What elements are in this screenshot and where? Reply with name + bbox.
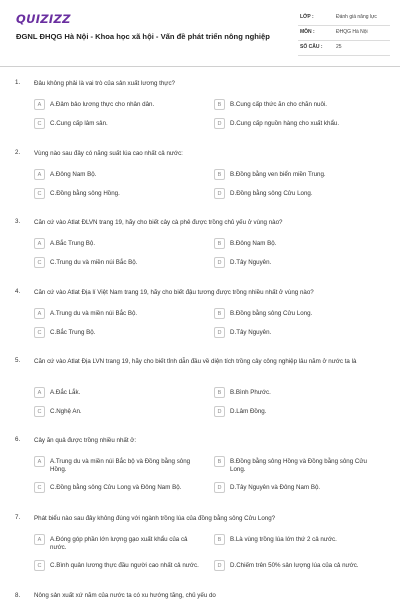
option-letter-box: D — [214, 118, 225, 129]
option-a[interactable] — [34, 456, 204, 473]
option-letter-box: A — [34, 169, 45, 180]
option-d[interactable] — [214, 482, 384, 496]
question-text: Vùng nào sau đây có năng suất lúa cao nhất cả nước: — [34, 150, 183, 157]
option-text: D.Chiếm trên 50% sản lượng lúa của cả nước. — [230, 561, 359, 569]
option-a[interactable] — [34, 308, 204, 322]
option-letter-box: B — [214, 308, 225, 319]
option-letter-box: A — [34, 99, 45, 110]
option-text: B.Đông Nam Bộ. — [230, 239, 277, 247]
option-letter-box: D — [214, 482, 225, 493]
option-letter-box: B — [214, 238, 225, 249]
option-letter-box: C — [34, 406, 45, 417]
option-c[interactable] — [34, 406, 204, 420]
header-divider — [0, 66, 400, 67]
option-letter-box: C — [34, 560, 45, 571]
option-c[interactable] — [34, 257, 204, 271]
option-text: A.Đóng góp phần lớn lượng gạo xuất khẩu của cả nước. — [50, 535, 188, 551]
option-text: D.Tây Nguyên. — [230, 258, 272, 266]
question-number: 4. — [15, 288, 21, 295]
option-a[interactable] — [34, 387, 204, 401]
option-d[interactable] — [214, 257, 384, 271]
option-a[interactable] — [34, 99, 204, 113]
option-b[interactable] — [214, 456, 384, 473]
question-text: Cây ăn quả được trồng nhiều nhất ở: — [34, 437, 137, 444]
option-text: A.Bắc Trung Bộ. — [50, 239, 96, 247]
option-c[interactable] — [34, 482, 204, 496]
option-letter-box: C — [34, 118, 45, 129]
option-text: C.Đồng bằng sông Cửu Long và Đông Nam Bộ. — [50, 483, 182, 491]
meta-value: 25 — [336, 44, 342, 50]
option-letter-box: A — [34, 387, 45, 398]
option-text: D.Tây Nguyên và Đông Nam Bộ. — [230, 483, 321, 491]
question-number: 8. — [15, 592, 21, 599]
option-text: A.Đông Nam Bộ. — [50, 170, 97, 178]
option-text: D.Đồng bằng sông Cửu Long. — [230, 189, 313, 197]
option-letter-box: B — [214, 456, 225, 467]
meta-label: LỚP : — [300, 14, 314, 20]
question-number: 2. — [15, 149, 21, 156]
option-text: B.Đồng bằng sông Hồng và Đồng bằng sông Cửu Long. — [230, 457, 367, 473]
option-letter-box: A — [34, 238, 45, 249]
question-text: Phát biểu nào sau đây không đúng với ngành trồng lúa của đồng bằng sông Cửu Long? — [34, 515, 276, 522]
meta-row-class — [298, 11, 390, 26]
option-letter-box: B — [214, 534, 225, 545]
question-text: Căn cứ vào Atlat Địa lí Việt Nam trang 19, hãy cho biết đậu tương được trồng nhiều nhất ở vùng nào? — [34, 289, 314, 296]
question-number: 7. — [15, 514, 21, 521]
option-text: D.Tây Nguyên. — [230, 328, 272, 336]
option-d[interactable] — [214, 118, 384, 132]
option-text: C.Bình quân lương thực đầu người cao nhất cả nước. — [50, 561, 199, 569]
quizizz-logo: QUIZIZZ — [16, 12, 71, 26]
option-text: C.Trung du và miền núi Bắc Bộ. — [50, 258, 138, 266]
option-b[interactable] — [214, 534, 384, 548]
question-text: Nông sản xuất xứ năm của nước ta có xu hướng tăng, chủ yếu do — [34, 592, 216, 599]
question-number: 3. — [15, 218, 21, 225]
option-text: A.Trung du và miền núi Bắc bộ và Đồng bằng sông Hồng. — [50, 457, 191, 473]
question-number: 5. — [15, 357, 21, 364]
option-text: C.Nghệ An. — [50, 407, 82, 415]
meta-value: ĐHQG Hà Nội — [336, 29, 368, 35]
option-text: A.Đảm bảo lương thực cho nhân dân. — [50, 100, 155, 108]
option-b[interactable] — [214, 387, 384, 401]
option-text: D.Lâm Đồng. — [230, 407, 267, 415]
option-d[interactable] — [214, 188, 384, 202]
option-letter-box: A — [34, 456, 45, 467]
option-text: B.Đồng bằng sông Cửu Long. — [230, 309, 313, 317]
option-letter-box: B — [214, 169, 225, 180]
option-letter-box: C — [34, 188, 45, 199]
option-d[interactable] — [214, 327, 384, 341]
meta-value: Đánh giá năng lực — [336, 14, 377, 20]
option-text: D.Cung cấp nguồn hàng cho xuất khẩu. — [230, 119, 340, 127]
option-text: B.Bình Phước. — [230, 388, 271, 396]
meta-row-question-count — [298, 41, 390, 56]
option-b[interactable] — [214, 308, 384, 322]
option-c[interactable] — [34, 327, 204, 341]
option-letter-box: D — [214, 327, 225, 338]
option-letter-box: D — [214, 406, 225, 417]
option-letter-box: D — [214, 560, 225, 571]
option-a[interactable] — [34, 238, 204, 252]
option-letter-box: A — [34, 308, 45, 319]
option-text: B.Đồng bằng ven biển miền Trung. — [230, 170, 326, 178]
option-letter-box: C — [34, 482, 45, 493]
meta-label: SỐ CÂU : — [300, 44, 323, 50]
option-c[interactable] — [34, 188, 204, 202]
option-letter-box: B — [214, 387, 225, 398]
option-text: C.Bắc Trung Bộ. — [50, 328, 96, 336]
meta-row-subject — [298, 26, 390, 41]
option-a[interactable] — [34, 169, 204, 183]
option-text: C.Cung cấp lâm sản. — [50, 119, 108, 127]
option-b[interactable] — [214, 238, 384, 252]
question-number: 1. — [15, 79, 21, 86]
option-text: A.Trung du và miền núi Bắc Bộ. — [50, 309, 138, 317]
option-text: A.Đắc Lắk. — [50, 388, 81, 396]
worksheet-header — [0, 0, 400, 66]
document-title: ĐGNL ĐHQG Hà Nội - Khoa học xã hội - Vấn đề phát triển nông nghiệp — [16, 32, 270, 41]
question-text: Căn cứ vào Atlat Địa LVN trang 19, hãy cho biết tỉnh dẫn đầu về diện tích trồng cây công nghiệp lâu năm ở nước ta là — [34, 358, 357, 365]
option-letter-box: D — [214, 257, 225, 268]
option-letter-box: B — [214, 99, 225, 110]
option-c[interactable] — [34, 118, 204, 132]
option-d[interactable] — [214, 406, 384, 420]
option-text: C.Đồng bằng sông Hồng. — [50, 189, 120, 197]
question-text: Đâu không phải là vai trò của sản xuất lương thực? — [34, 80, 175, 87]
option-letter-box: C — [34, 327, 45, 338]
meta-label: MÔN : — [300, 29, 315, 35]
meta-table — [298, 11, 390, 56]
question-number: 6. — [15, 436, 21, 443]
option-b[interactable] — [214, 169, 384, 183]
option-letter-box: C — [34, 257, 45, 268]
question-text: Căn cứ vào Atlat ĐLVN trang 19, hãy cho biết cây cà phê được trồng chủ yếu ở vùng nào? — [34, 219, 283, 226]
option-d[interactable] — [214, 560, 384, 574]
option-c[interactable] — [34, 560, 204, 574]
option-letter-box: D — [214, 188, 225, 199]
option-a[interactable] — [34, 534, 204, 551]
option-letter-box: A — [34, 534, 45, 545]
option-text: B.Là vùng trồng lúa lớn thứ 2 cả nước. — [230, 535, 337, 543]
option-text: B.Cung cấp thức ăn cho chăn nuôi. — [230, 100, 328, 108]
option-b[interactable] — [214, 99, 384, 113]
